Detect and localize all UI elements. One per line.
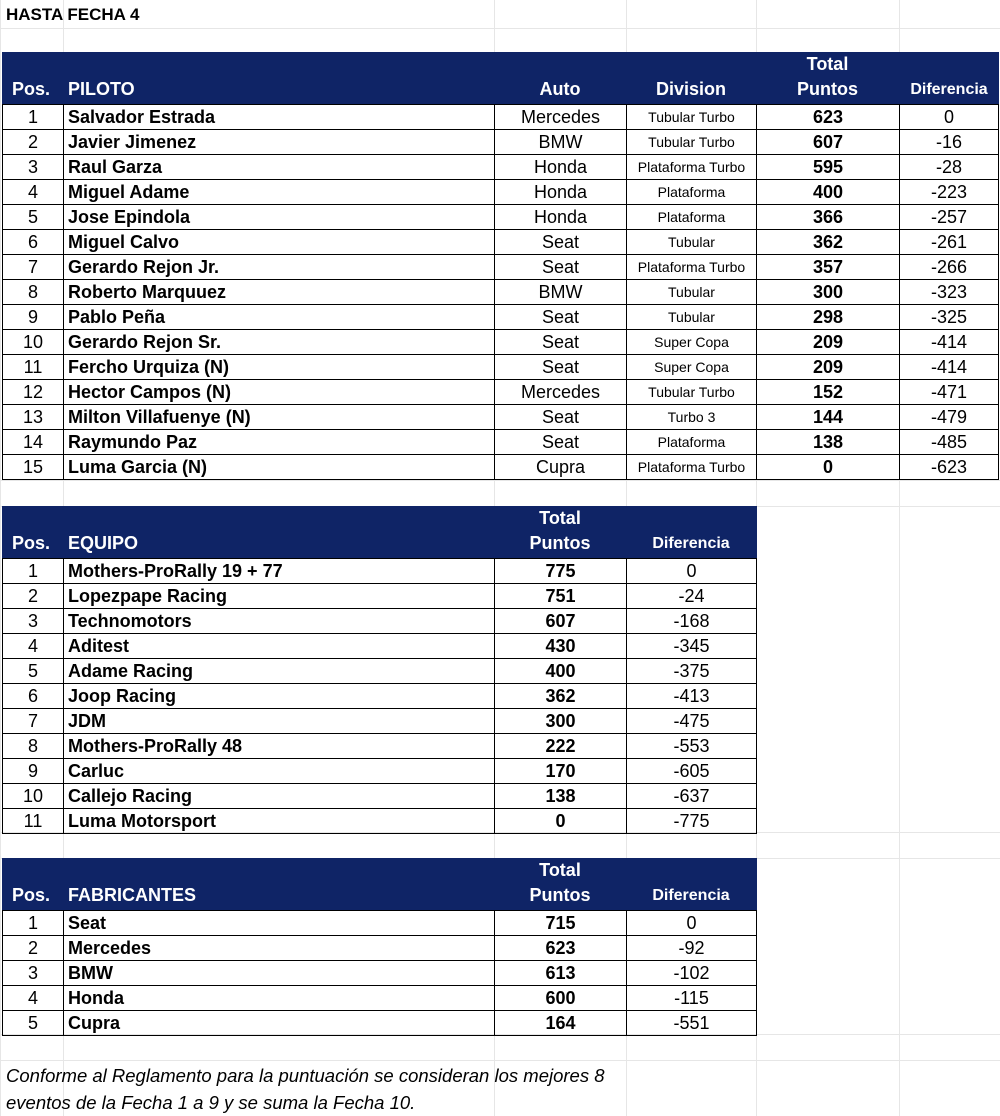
cell-pos: 4 <box>2 634 63 658</box>
cell-diferencia: -605 <box>626 759 757 783</box>
cell-name: BMW <box>63 961 494 985</box>
cell-auto: Mercedes <box>494 105 626 129</box>
cell-diferencia: -102 <box>626 961 757 985</box>
table-row <box>2 180 999 205</box>
cell-auto: BMW <box>494 130 626 154</box>
cell-diferencia: -325 <box>899 305 999 329</box>
manufacturers-table-header <box>2 858 757 910</box>
cell-diferencia: -414 <box>899 355 999 379</box>
cell-puntos: 138 <box>494 784 626 808</box>
header-diferencia: Diferencia <box>652 887 730 904</box>
cell-pos: 15 <box>2 455 63 479</box>
cell-auto: Mercedes <box>494 380 626 404</box>
table-row <box>2 784 757 809</box>
cell-pos: 5 <box>2 659 63 683</box>
table-row <box>2 936 757 961</box>
header-total: Total <box>539 860 581 880</box>
table-row <box>2 405 999 430</box>
cell-name: Lopezpape Racing <box>63 584 494 608</box>
cell-diferencia: -266 <box>899 255 999 279</box>
cell-pos: 5 <box>2 1011 63 1035</box>
cell-auto: Cupra <box>494 455 626 479</box>
header-total: Total <box>806 54 849 74</box>
table-row <box>2 609 757 634</box>
cell-division: Tubular <box>626 280 756 304</box>
cell-diferencia: 0 <box>626 559 757 583</box>
cell-division: Super Copa <box>626 355 756 379</box>
cell-diferencia: -553 <box>626 734 757 758</box>
cell-diferencia: -323 <box>899 280 999 304</box>
cell-piloto: Jose Epindola <box>63 205 494 229</box>
cell-puntos: 366 <box>756 205 899 229</box>
cell-diferencia: -28 <box>899 155 999 179</box>
cell-pos: 11 <box>2 355 63 379</box>
cell-division: Plataforma Turbo <box>626 455 756 479</box>
cell-piloto: Fercho Urquiza (N) <box>63 355 494 379</box>
header-pos: Pos. <box>12 885 51 905</box>
header-puntos: Puntos <box>529 533 591 553</box>
cell-puntos: 613 <box>494 961 626 985</box>
cell-piloto: Roberto Marquuez <box>63 280 494 304</box>
cell-puntos: 138 <box>756 430 899 454</box>
cell-diferencia: -261 <box>899 230 999 254</box>
cell-puntos: 600 <box>494 986 626 1010</box>
table-row <box>2 759 757 784</box>
cell-auto: Seat <box>494 255 626 279</box>
teams-rows <box>2 558 757 834</box>
cell-diferencia: -16 <box>899 130 999 154</box>
cell-piloto: Gerardo Rejon Sr. <box>63 330 494 354</box>
cell-puntos: 400 <box>494 659 626 683</box>
cell-division: Plataforma Turbo <box>626 255 756 279</box>
cell-division: Turbo 3 <box>626 405 756 429</box>
cell-diferencia: -24 <box>626 584 757 608</box>
cell-name: Aditest <box>63 634 494 658</box>
footnote <box>6 1062 605 1116</box>
cell-pos: 13 <box>2 405 63 429</box>
cell-diferencia: 0 <box>899 105 999 129</box>
header-pos: Pos. <box>12 79 51 99</box>
table-row <box>2 559 757 584</box>
cell-puntos: 298 <box>756 305 899 329</box>
cell-name: Mothers-ProRally 48 <box>63 734 494 758</box>
manufacturers-table <box>2 858 757 1036</box>
cell-diferencia: -623 <box>899 455 999 479</box>
cell-diferencia: -479 <box>899 405 999 429</box>
page-title: HASTA FECHA 4 <box>6 5 140 24</box>
table-row <box>2 634 757 659</box>
cell-diferencia: -345 <box>626 634 757 658</box>
cell-name: Carluc <box>63 759 494 783</box>
table-row <box>2 430 999 455</box>
cell-diferencia: -115 <box>626 986 757 1010</box>
cell-name: Technomotors <box>63 609 494 633</box>
cell-name: Mothers-ProRally 19 + 77 <box>63 559 494 583</box>
table-row <box>2 734 757 759</box>
table-row <box>2 809 757 834</box>
cell-diferencia: -413 <box>626 684 757 708</box>
cell-pos: 4 <box>2 180 63 204</box>
cell-auto: Seat <box>494 305 626 329</box>
table-row <box>2 709 757 734</box>
table-row <box>2 684 757 709</box>
header-pos: Pos. <box>12 533 51 553</box>
cell-puntos: 144 <box>756 405 899 429</box>
cell-puntos: 0 <box>494 809 626 833</box>
cell-puntos: 209 <box>756 355 899 379</box>
cell-puntos: 623 <box>756 105 899 129</box>
cell-division: Super Copa <box>626 330 756 354</box>
cell-pos: 8 <box>2 280 63 304</box>
cell-pos: 2 <box>2 584 63 608</box>
cell-division: Tubular Turbo <box>626 130 756 154</box>
table-row <box>2 280 999 305</box>
cell-piloto: Pablo Peña <box>63 305 494 329</box>
cell-pos: 3 <box>2 961 63 985</box>
cell-pos: 6 <box>2 230 63 254</box>
cell-diferencia: -637 <box>626 784 757 808</box>
cell-piloto: Luma Garcia (N) <box>63 455 494 479</box>
cell-puntos: 400 <box>756 180 899 204</box>
cell-puntos: 715 <box>494 911 626 935</box>
table-row <box>2 105 999 130</box>
cell-pos: 2 <box>2 130 63 154</box>
cell-puntos: 751 <box>494 584 626 608</box>
cell-piloto: Javier Jimenez <box>63 130 494 154</box>
cell-division: Plataforma <box>626 205 756 229</box>
cell-diferencia: -257 <box>899 205 999 229</box>
table-row <box>2 355 999 380</box>
cell-puntos: 607 <box>756 130 899 154</box>
table-row <box>2 130 999 155</box>
cell-puntos: 164 <box>494 1011 626 1035</box>
cell-diferencia: 0 <box>626 911 757 935</box>
cell-pos: 11 <box>2 809 63 833</box>
table-row <box>2 659 757 684</box>
cell-pos: 1 <box>2 105 63 129</box>
manufacturers-rows <box>2 910 757 1036</box>
header-piloto: PILOTO <box>68 79 135 99</box>
cell-name: Seat <box>63 911 494 935</box>
cell-puntos: 775 <box>494 559 626 583</box>
cell-name: Cupra <box>63 1011 494 1035</box>
cell-pos: 3 <box>2 609 63 633</box>
cell-division: Plataforma Turbo <box>626 155 756 179</box>
cell-diferencia: -414 <box>899 330 999 354</box>
cell-pos: 1 <box>2 559 63 583</box>
table-row <box>2 230 999 255</box>
cell-pos: 14 <box>2 430 63 454</box>
cell-pos: 9 <box>2 759 63 783</box>
cell-diferencia: -775 <box>626 809 757 833</box>
cell-division: Plataforma <box>626 180 756 204</box>
footnote-line-2: eventos de la Fecha 1 a 9 y se suma la Fecha 10. <box>6 1092 416 1113</box>
drivers-rows <box>2 104 999 480</box>
header-total: Total <box>539 508 581 528</box>
cell-puntos: 0 <box>756 455 899 479</box>
cell-diferencia: -475 <box>626 709 757 733</box>
table-row <box>2 380 999 405</box>
cell-diferencia: -485 <box>899 430 999 454</box>
header-puntos: Puntos <box>797 79 858 99</box>
cell-pos: 12 <box>2 380 63 404</box>
cell-diferencia: -168 <box>626 609 757 633</box>
cell-pos: 10 <box>2 784 63 808</box>
cell-puntos: 300 <box>494 709 626 733</box>
cell-piloto: Hector Campos (N) <box>63 380 494 404</box>
cell-puntos: 300 <box>756 280 899 304</box>
header-diferencia: Diferencia <box>652 535 730 552</box>
cell-piloto: Gerardo Rejon Jr. <box>63 255 494 279</box>
table-row <box>2 155 999 180</box>
cell-puntos: 222 <box>494 734 626 758</box>
header-puntos: Puntos <box>529 885 591 905</box>
cell-name: Honda <box>63 986 494 1010</box>
cell-division: Tubular <box>626 230 756 254</box>
cell-diferencia: -551 <box>626 1011 757 1035</box>
cell-pos: 5 <box>2 205 63 229</box>
cell-auto: Seat <box>494 430 626 454</box>
cell-puntos: 362 <box>756 230 899 254</box>
table-row <box>2 330 999 355</box>
cell-piloto: Salvador Estrada <box>63 105 494 129</box>
table-row <box>2 961 757 986</box>
header-diferencia: Diferencia <box>910 81 988 98</box>
cell-auto: Honda <box>494 155 626 179</box>
cell-puntos: 607 <box>494 609 626 633</box>
cell-pos: 1 <box>2 911 63 935</box>
cell-division: Tubular Turbo <box>626 380 756 404</box>
cell-diferencia: -223 <box>899 180 999 204</box>
cell-diferencia: -92 <box>626 936 757 960</box>
cell-division: Plataforma <box>626 430 756 454</box>
cell-puntos: 357 <box>756 255 899 279</box>
cell-auto: BMW <box>494 280 626 304</box>
cell-pos: 6 <box>2 684 63 708</box>
table-row <box>2 255 999 280</box>
cell-division: Tubular <box>626 305 756 329</box>
cell-puntos: 152 <box>756 380 899 404</box>
table-row <box>2 205 999 230</box>
cell-puntos: 362 <box>494 684 626 708</box>
cell-name: Adame Racing <box>63 659 494 683</box>
header-auto: Auto <box>539 79 581 99</box>
cell-division: Tubular Turbo <box>626 105 756 129</box>
table-row <box>2 455 999 480</box>
cell-puntos: 170 <box>494 759 626 783</box>
cell-diferencia: -375 <box>626 659 757 683</box>
cell-pos: 4 <box>2 986 63 1010</box>
cell-auto: Seat <box>494 230 626 254</box>
cell-pos: 7 <box>2 255 63 279</box>
cell-auto: Seat <box>494 355 626 379</box>
cell-pos: 2 <box>2 936 63 960</box>
header-fabricantes: FABRICANTES <box>68 885 197 905</box>
table-row <box>2 986 757 1011</box>
footnote-line-1: Conforme al Reglamento para la puntuación se consideran los mejores 8 <box>6 1065 605 1086</box>
cell-piloto: Milton Villafuenye (N) <box>63 405 494 429</box>
table-row <box>2 1011 757 1036</box>
cell-name: Luma Motorsport <box>63 809 494 833</box>
drivers-table <box>2 52 999 480</box>
cell-piloto: Miguel Adame <box>63 180 494 204</box>
cell-pos: 3 <box>2 155 63 179</box>
cell-name: Callejo Racing <box>63 784 494 808</box>
drivers-table-header <box>2 52 999 104</box>
cell-puntos: 595 <box>756 155 899 179</box>
cell-puntos: 209 <box>756 330 899 354</box>
table-row <box>2 911 757 936</box>
cell-auto: Seat <box>494 405 626 429</box>
cell-puntos: 623 <box>494 936 626 960</box>
teams-table <box>2 506 757 834</box>
teams-table-header <box>2 506 757 558</box>
header-equipo: EQUIPO <box>68 533 139 553</box>
header-division: Division <box>655 79 726 99</box>
table-row <box>2 584 757 609</box>
cell-pos: 8 <box>2 734 63 758</box>
cell-name: Joop Racing <box>63 684 494 708</box>
cell-name: JDM <box>63 709 494 733</box>
cell-name: Mercedes <box>63 936 494 960</box>
cell-pos: 7 <box>2 709 63 733</box>
cell-piloto: Raymundo Paz <box>63 430 494 454</box>
cell-pos: 10 <box>2 330 63 354</box>
cell-piloto: Miguel Calvo <box>63 230 494 254</box>
cell-piloto: Raul Garza <box>63 155 494 179</box>
cell-auto: Honda <box>494 180 626 204</box>
cell-pos: 9 <box>2 305 63 329</box>
table-row <box>2 305 999 330</box>
cell-auto: Seat <box>494 330 626 354</box>
cell-auto: Honda <box>494 205 626 229</box>
cell-puntos: 430 <box>494 634 626 658</box>
cell-diferencia: -471 <box>899 380 999 404</box>
